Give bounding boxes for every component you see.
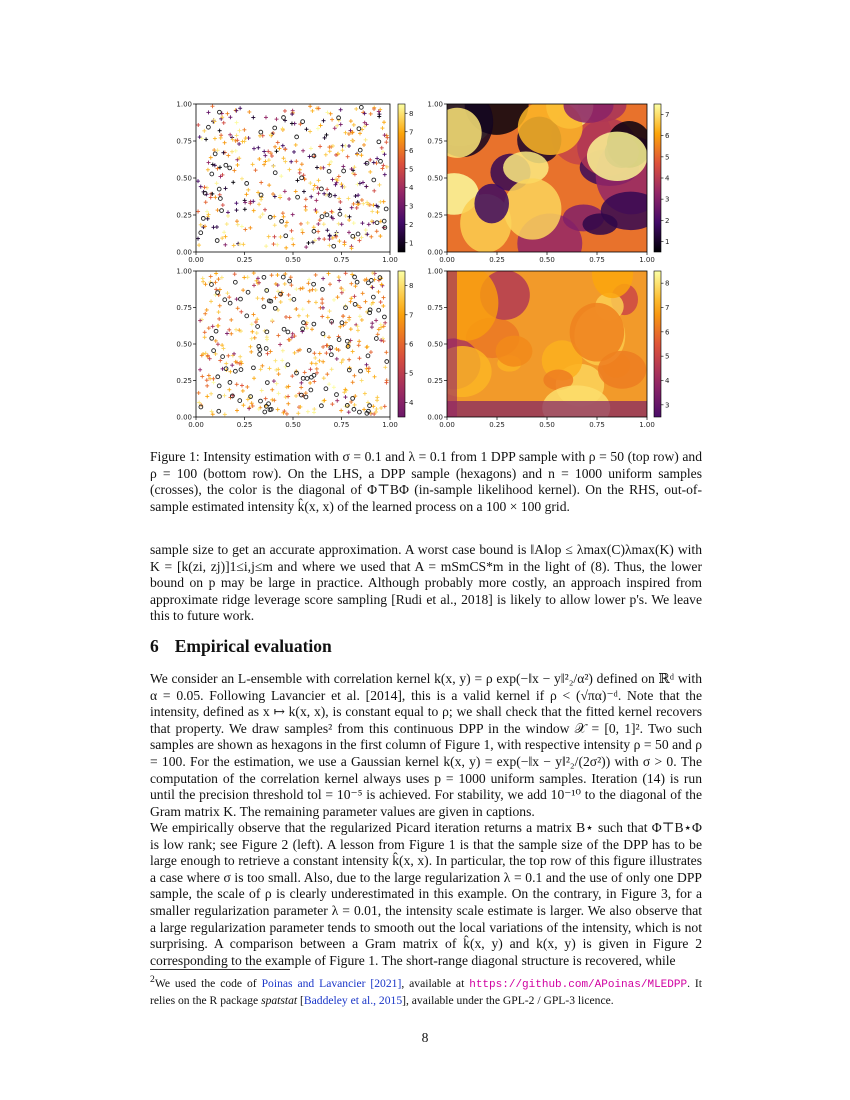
colorbar-tick-label: 5 [665,153,670,162]
y-tick-label: 1.00 [427,100,443,109]
x-tick-label: 1.00 [639,256,655,264]
colorbar-tick-label: 6 [409,146,414,155]
colorbar-tick-label: 2 [665,216,670,225]
x-tick-label: 0.25 [489,256,505,264]
x-tick-label: 0.00 [439,256,455,264]
x-tick-label: 0.00 [188,421,204,429]
page-number: 8 [421,1030,429,1045]
x-tick-label: 0.75 [589,421,605,429]
panel-top-left [176,101,414,265]
colorbar-tick-label: 7 [409,128,414,137]
x-tick-label: 1.00 [382,256,398,264]
y-tick-label: 0.50 [427,340,443,349]
colorbar-tick-label: 4 [409,398,414,407]
colorbar-tick-label: 6 [665,328,670,337]
y-tick-label: 1.00 [176,267,192,276]
colorbar-tick-label: 4 [665,174,670,183]
footnote-ref-poinas[interactable]: Poinas and Lavancier [2021] [261,976,402,990]
y-tick-label: 0.50 [427,174,443,183]
y-tick-label: 0.25 [176,377,192,385]
y-tick-label: 0.00 [176,413,192,422]
caption-label: Figure 1: [150,449,200,464]
x-tick-label: 0.25 [489,421,505,429]
colorbar-tick-label: 4 [409,183,414,192]
colorbar-tick-label: 5 [409,369,414,378]
footnote-mark: 2 [150,974,155,985]
colorbar-tick-label: 6 [409,340,414,349]
colorbar-tick-label: 3 [409,202,414,211]
footnote-text: [ [297,993,304,1007]
colorbar-tick-label: 2 [409,220,414,229]
colorbar-tick-label: 6 [665,132,670,141]
section-heading [150,636,332,657]
colorbar [398,271,405,417]
x-tick-label: 0.00 [188,256,204,264]
footnote-text: . It relies on the R package [150,976,702,1007]
y-tick-label: 0.00 [427,413,443,422]
x-tick-label: 0.50 [285,421,301,429]
y-tick-label: 0.75 [176,304,192,312]
colorbar-tick-label: 7 [409,311,414,320]
y-tick-label: 0.25 [427,377,443,385]
footnote-rule [150,969,290,970]
y-tick-label: 0.00 [427,248,443,257]
y-tick-label: 0.75 [427,137,443,146]
paragraph-leverage: sample size to get an accurate approximation. A worst case bound is ‖A‖op ≤ λmax(C)λmax(K) with K = [k(zi, zj)]1≤i,j≤m and where we used that A = mSmCS*m in the light of (8). Thus, the lower bound on p may be large in practice. Although probably more costly, an approach inspired from approximate ridge leverage score sampling [Rudi et al., 2018] is likely to allow lower p's. We leave this to future work. [150,542,702,624]
colorbar-tick-label: 1 [665,237,670,246]
colorbar [654,104,661,252]
colorbar-tick-label: 1 [409,239,414,248]
section-number: 6 [150,636,159,656]
x-tick-label: 0.50 [539,421,555,429]
x-tick-label: 0.75 [589,256,605,264]
colorbar-tick-label: 8 [409,109,414,118]
x-tick-label: 0.25 [236,421,253,429]
caption-text: Intensity estimation with σ = 0.1 and λ = 0.1 from 1 DPP sample with ρ = 50 (top row) and ρ = 100 (bottom row). On the LHS, a DPP sample (hexagons) and n = 1000 uniform samples (crosses), the color is the diagonal of Φ⊤BΦ (in-sample likelihood kernel). On the RHS, out-of-sample estimated intensity k̂(x, x) of the learned process on a 100 × 100 grid. [150,449,703,514]
y-tick-label: 0.25 [176,211,192,220]
figure-caption [150,449,702,515]
y-tick-label: 0.50 [176,174,192,183]
section-title: Empirical evaluation [174,636,332,656]
x-tick-label: 0.50 [539,256,555,264]
y-tick-label: 0.00 [176,248,192,257]
figure-1 [0,0,850,440]
x-tick-label: 0.75 [333,421,350,429]
footnote-ref-baddeley[interactable]: Baddeley et al., 2015 [303,993,403,1007]
x-tick-label: 0.75 [333,256,350,264]
colorbar-tick-label: 5 [665,352,670,361]
y-tick-label: 0.50 [176,340,192,349]
panel-top-right [427,73,670,273]
colorbar-tick-label: 8 [665,279,670,288]
paragraph-observations: We empirically observe that the regularized Picard iteration returns a matrix B⋆ such that Φ⊤B⋆Φ is low rank; see Figure 2 (left). A lesson from Figure 1 is that the sample size of the DPP has to be large enough to retrieve a constant intensity k̂(x, x). In particular, the top row of this figure illustrates a case where σ is too small. Also, due to the large regularization λ = 0.1 and the use of only one DPP sample, the scale of ρ is clearly underestimated in this example. On the contrary, in Figure 3, for a smaller regularization parameter λ = 0.01, the intensity scale estimate is larger. We also observe that a large regularization parameter tends to smooth out the local variations of the intensity, which is not surprising. A comparison between a Gram matrix of k̂(x, y) and k(x, y) is given in Figure 2 corresponding to the example of Figure 1. The short-range diagonal structure is recovered, while [150,820,702,968]
paragraph-setup: We consider an L-ensemble with correlation kernel k(x, y) = ρ exp(−‖x − y‖²₂/α²) defined on ℝᵈ with α = 0.05. Following Lavancier et al. [2014], this is a valid kernel if ρ < (√πα)⁻ᵈ. Note that the intensity, defined as x ↦ k(x, x), is constant equal to ρ; we shall check that the fitted kernel recovers that property. We draw samples² from this continuous DPP in the window 𝒳 = [0, 1]². Two such samples are shown as hexagons in the first column of Figure 1, with respective intensity ρ = 50 and ρ = 100. For the estimation, we use a Gaussian kernel k(x, y) = exp(−‖x − y‖²₂/(2σ²)) with σ > 0. The computation of the correlation kernel always uses p = 1000 uniform samples. Iteration (14) is run until the precision threshold tol = 10⁻⁵ is achieved. For stability, we add 10⁻¹⁰ to the diagonal of the Gram matrix K. The remaining parameter values are given in captions. [150,671,702,819]
colorbar-tick-label: 4 [665,377,670,385]
footnote-text: ], available under the GPL-2 / GPL-3 licence. [402,993,614,1007]
colorbar-tick-label: 5 [409,165,414,174]
x-tick-label: 0.50 [285,256,301,264]
footnote-text: We used the code of [154,976,262,990]
footnote-text: , available at [401,976,470,990]
x-tick-label: 0.25 [236,256,253,264]
footnote [150,972,702,1008]
y-tick-label: 1.00 [427,267,443,276]
panel-bottom-right [427,250,670,431]
colorbar [654,271,661,417]
footnote-package: spatstat [261,993,298,1007]
x-tick-label: 1.00 [639,421,655,429]
colorbar-tick-label: 7 [665,111,670,120]
colorbar-tick-label: 3 [665,195,670,204]
y-tick-label: 0.75 [176,137,192,146]
footnote-url-link[interactable]: https://github.com/APoinas/MLEDPP [469,978,688,991]
y-tick-label: 1.00 [176,100,192,109]
colorbar-tick-label: 3 [665,401,670,410]
y-tick-label: 0.75 [427,304,443,312]
x-tick-label: 1.00 [382,421,398,429]
colorbar [398,104,405,252]
colorbar-tick-label: 7 [665,304,670,312]
colorbar-tick-label: 8 [409,282,414,291]
panel-bottom-left [176,268,414,430]
y-tick-label: 0.25 [427,211,443,220]
x-tick-label: 0.00 [439,421,455,429]
